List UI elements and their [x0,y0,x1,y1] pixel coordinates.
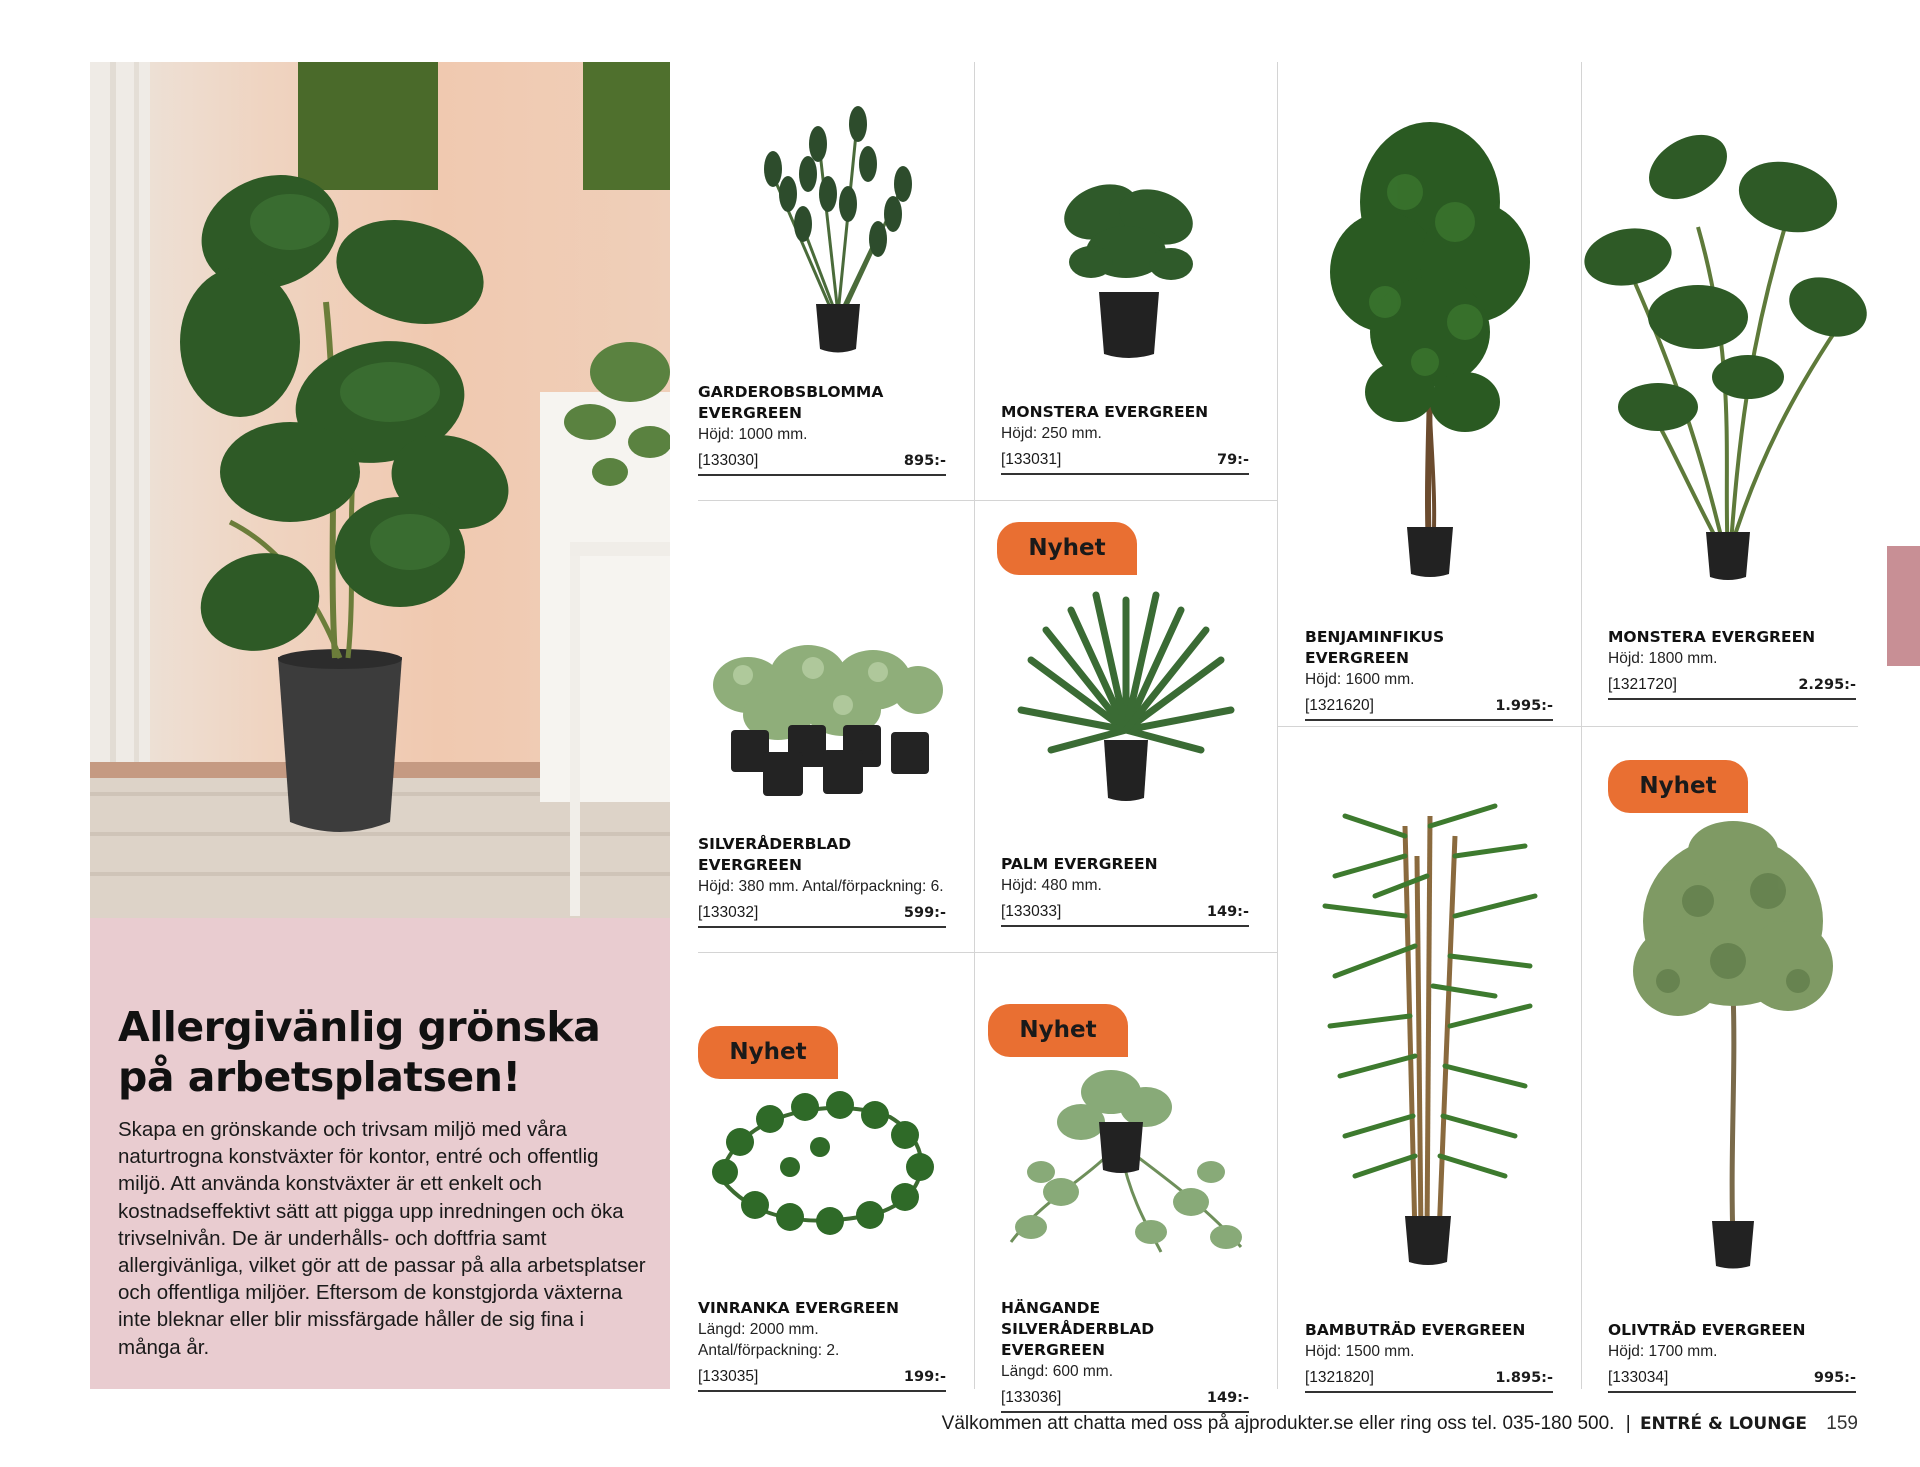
product-price: 199:- [903,1369,946,1385]
product-info [1608,1320,1856,1393]
product-info [698,382,946,476]
product-spec: Höjd: 1600 mm. [1305,671,1415,688]
ficus-tree-image [1315,112,1545,582]
product-card[interactable] [1608,62,1858,702]
product-sku: [133031] [1001,451,1062,468]
footer-separator: | [1625,1413,1631,1434]
product-spec: Höjd: 480 mm. [1001,877,1102,894]
product-sku: [1321820] [1305,1369,1374,1386]
product-card[interactable] [1305,726,1555,1389]
product-name: MONSTERA EVERGREEN [1608,628,1816,646]
product-spec: Höjd: 1000 mm. [698,426,808,443]
new-badge: Nyhet [1608,760,1748,813]
product-price: 995:- [1813,1370,1856,1386]
bamboo-image [1305,796,1555,1266]
product-spec: Längd: 2000 mm. Antal/förpackning: 2. [698,1321,840,1359]
grid-divider [974,62,975,1389]
product-price: 79:- [1217,452,1249,468]
product-spec: Höjd: 250 mm. [1001,425,1102,442]
product-price: 2.295:- [1798,677,1856,693]
product-price: 895:- [903,453,946,469]
footer-contact: Välkommen att chatta med oss på ajprodukter.se eller ring oss tel. 035-180 500. [941,1413,1615,1434]
page-footer [942,1412,1858,1436]
product-info [698,1298,946,1392]
product-card[interactable] [1305,62,1555,714]
product-spec: Höjd: 1700 mm. [1608,1343,1718,1360]
olive-tree-image [1618,811,1848,1271]
product-info [698,834,946,928]
product-sku: [133036] [1001,1389,1062,1406]
section-tab-marker [1887,546,1920,666]
vine-image [700,1087,946,1237]
product-name: SILVERÅDERBLAD EVERGREEN [698,835,852,874]
product-info [1001,854,1249,927]
product-sku: [1321720] [1608,676,1677,693]
product-card[interactable] [1001,500,1251,940]
palm-image [1011,580,1241,805]
silver-vein-plants-image [703,640,943,800]
product-price: 1.895:- [1495,1370,1553,1386]
product-name: PALM EVERGREEN [1001,855,1158,873]
product-card[interactable] [1608,726,1858,1389]
product-spec: Längd: 600 mm. [1001,1363,1114,1380]
product-price: 149:- [1206,904,1249,920]
product-price: 1.995:- [1495,698,1553,714]
product-name: OLIVTRÄD EVERGREEN [1608,1321,1806,1339]
office-monstera-photo [90,62,670,918]
product-name: BAMBUTRÄD EVERGREEN [1305,1321,1526,1339]
product-card[interactable] [698,62,948,482]
product-sku: [133033] [1001,903,1062,920]
product-name: GARDEROBSBLOMMA EVERGREEN [698,383,884,422]
new-badge: Nyhet [997,522,1137,575]
product-info [1001,402,1249,475]
footer-section: ENTRÉ & LOUNGE [1639,1414,1808,1434]
product-sku: [133034] [1608,1369,1669,1386]
product-sku: [1321620] [1305,697,1374,714]
product-price: 599:- [903,905,946,921]
product-card[interactable] [1001,62,1251,482]
product-info [1305,1320,1553,1393]
product-spec: Höjd: 1500 mm. [1305,1343,1415,1360]
monstera-plant-image [1588,107,1868,582]
product-sku: [133032] [698,904,759,921]
product-sku: [133035] [698,1368,759,1385]
product-name: VINRANKA EVERGREEN [698,1299,899,1317]
new-badge: Nyhet [698,1026,838,1079]
product-name: MONSTERA EVERGREEN [1001,403,1209,421]
product-card[interactable] [698,952,948,1389]
page-number: 159 [1826,1413,1858,1434]
promo-box [90,918,670,1389]
monstera-plant-image [1051,172,1201,362]
hanging-plant-image [1001,1062,1251,1262]
product-name: HÄNGANDE SILVERÅDERBLAD EVERGREEN [1001,1299,1155,1359]
product-info [1001,1298,1249,1413]
product-sku: [133030] [698,452,759,469]
product-info [1305,627,1553,721]
product-name: BENJAMINFIKUS EVERGREEN [1305,628,1445,667]
promo-body: Skapa en grönskande och trivsam miljö med våra naturtrogna konstväxter för kontor, entré och offentlig miljö. Att använda konstväxter är ett enkelt och kostnadseffektivt sätt att pigga upp inredningen och öka trivselnivån. De är underhålls- och doftfria samt allergivänliga, vilket gör att de passar på alla arbetsplatser och offentliga miljöer. Eftersom de konstgjorda växterna inte bleknar eller blir missfärgade håller de sig fina i många år. [118,1118,646,1359]
product-price: 149:- [1206,1390,1249,1406]
hero-photo [90,62,670,918]
product-info [1608,627,1856,700]
product-spec: Höjd: 1800 mm. [1608,650,1718,667]
product-card[interactable] [698,500,948,940]
promo-heading: Allergivänlig grönska på arbetsplatsen! [118,1003,601,1101]
zz-plant-image [708,74,938,364]
product-spec: Höjd: 380 mm. Antal/förpackning: 6. [698,878,944,895]
new-badge: Nyhet [988,1004,1128,1057]
product-card[interactable] [1001,952,1251,1406]
